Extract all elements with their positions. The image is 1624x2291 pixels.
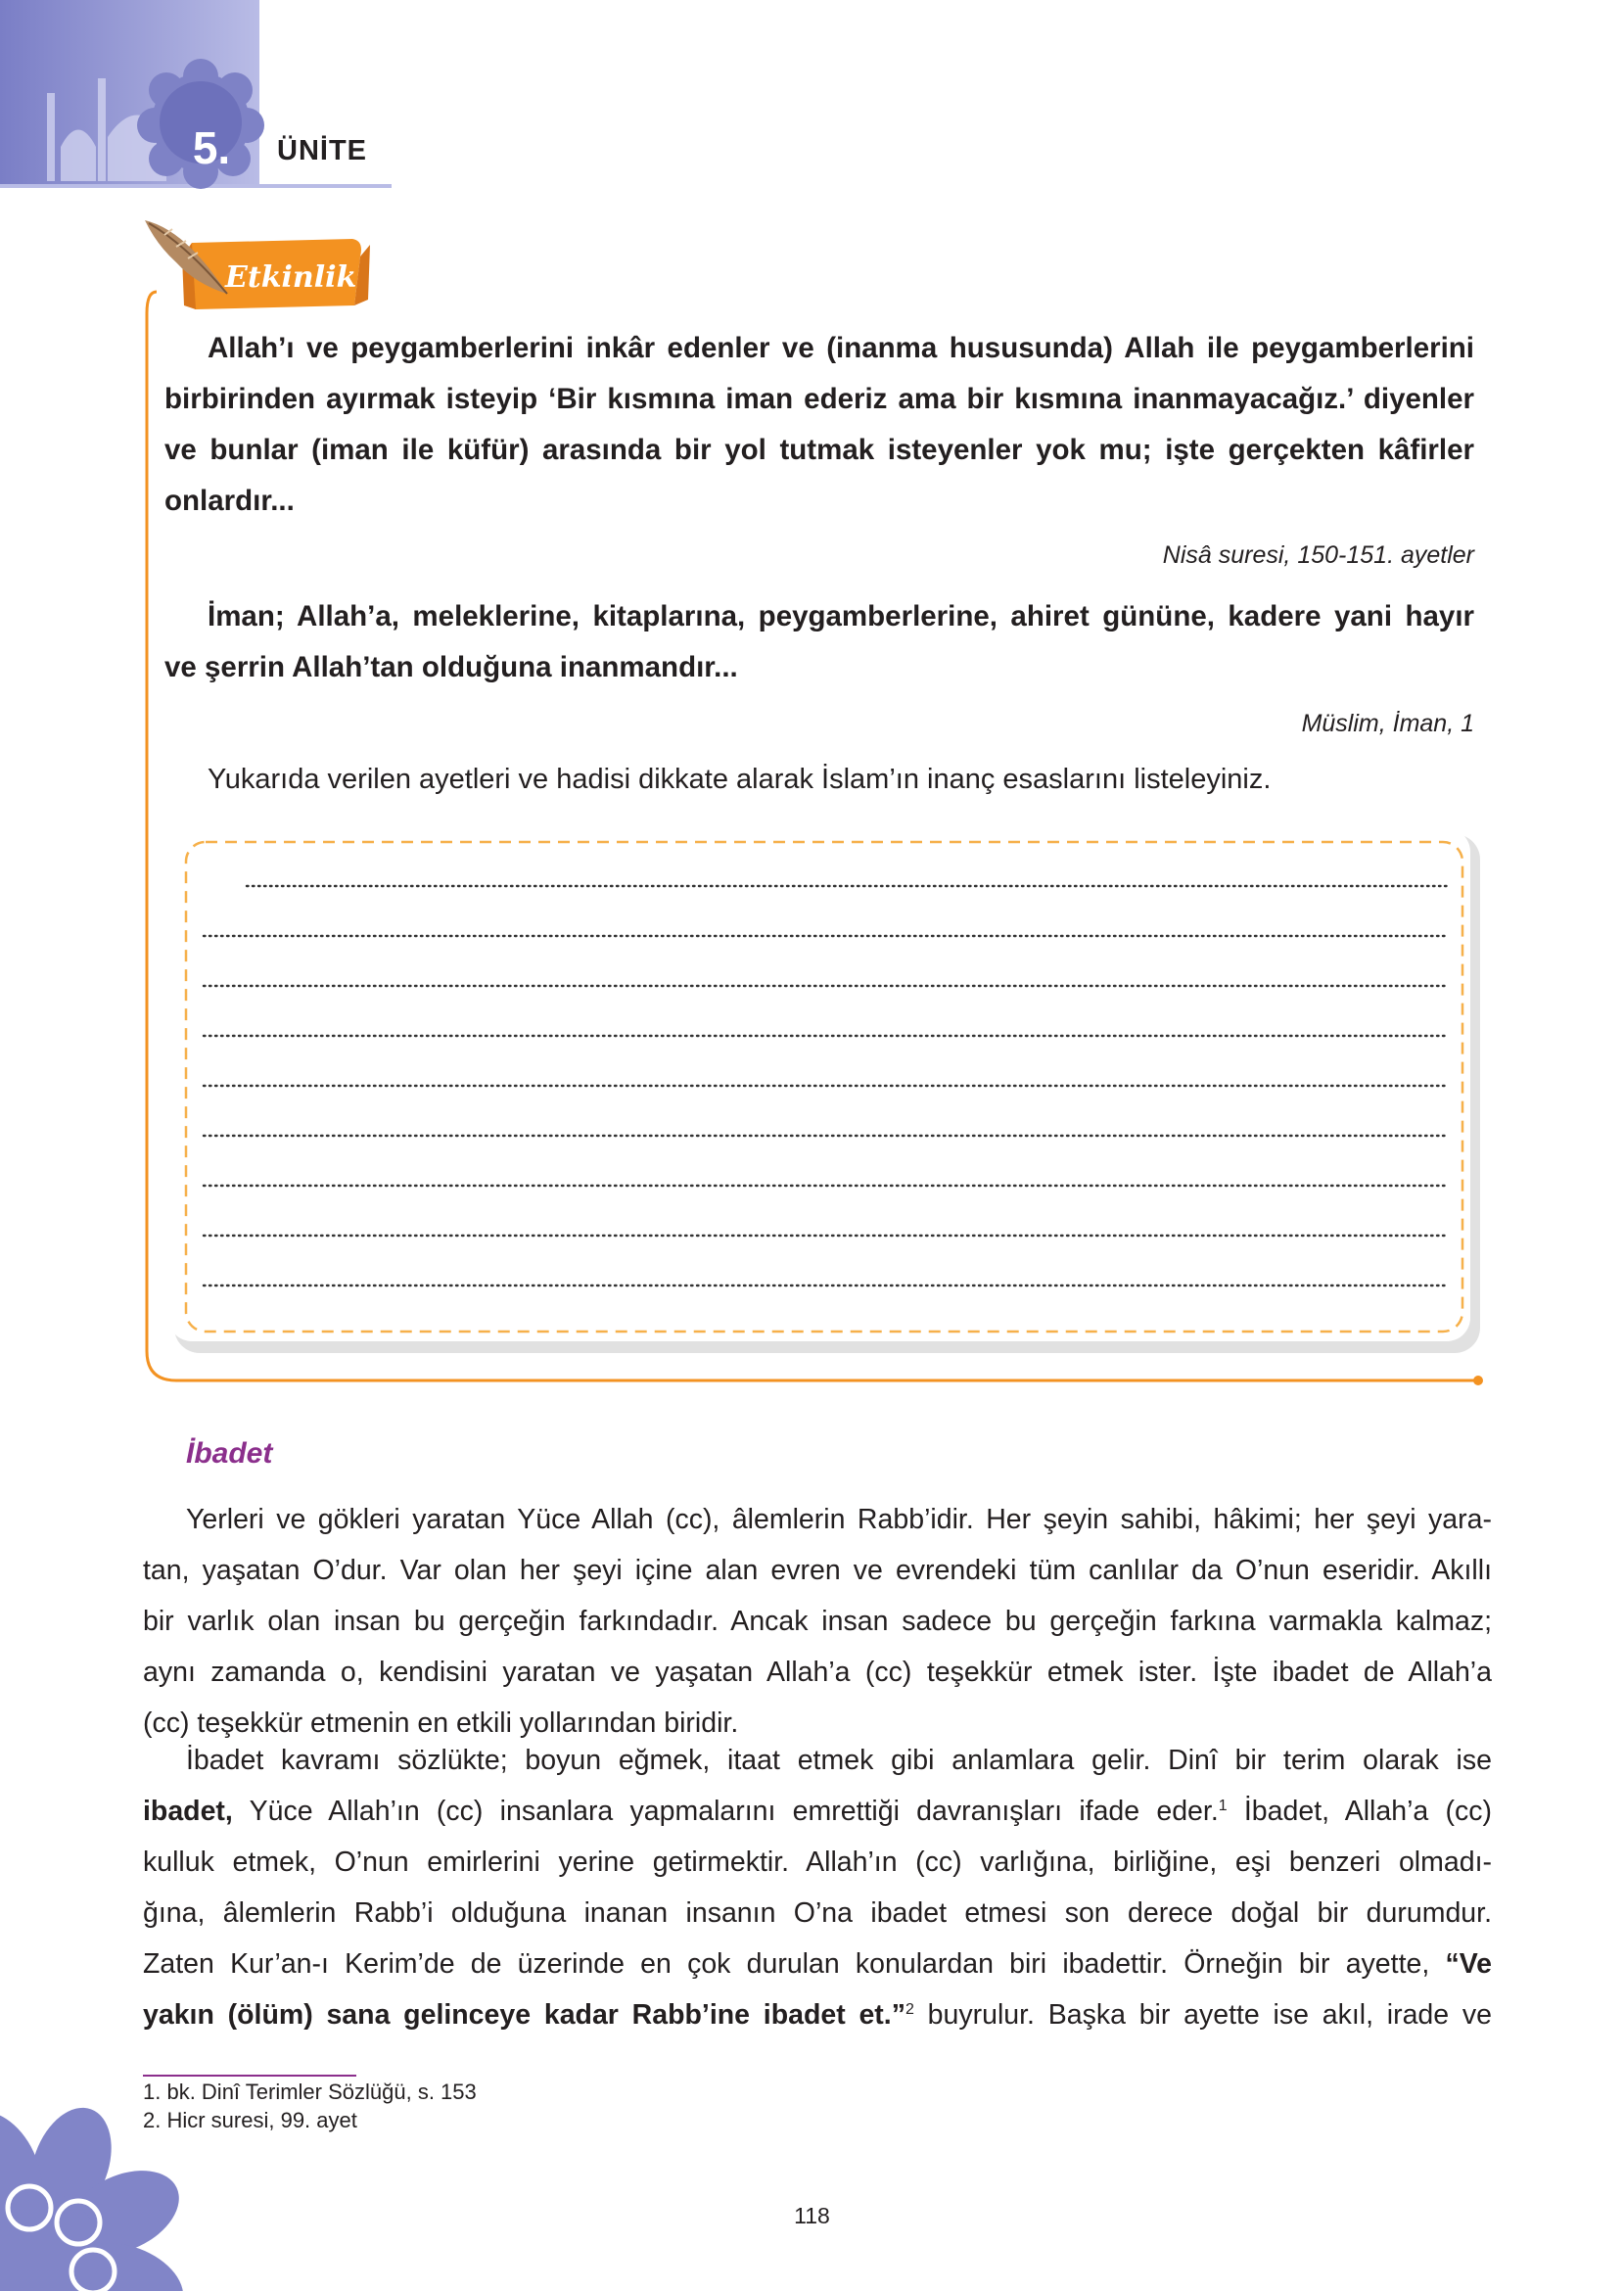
footnote-2: 2. Hicr suresi, 99. ayet: [143, 2108, 357, 2132]
section-title: İbadet: [186, 1437, 273, 1470]
activity-label: Etkinlik: [225, 260, 357, 295]
body-paragraph-2: İbadet kavramı sözlükte; boyun eğmek, itaat etmek gibi anlamlara gelir. Dinî bir terim olarak ise ibadet, Yüce Allah’ın (cc) insanlara yapmalarını emrettiği davranışları ifade eder.$^1$ İbadet, Allah’a (cc) kulluk etmek, O’nun emirlerini yerine getirmektir. Allah’ın (cc) varlığına, birliğine, eşi benzeri olmadı- ğına, âlemlerin Rabb’i olduğuna inanan insanın O’na ibadet etmesi son derece doğal bir durumdur. Zaten Kur’an-ı Kerim’de de üzerinde en çok durulan konulardan biri ibadettir. Örneğin bir ayette, “Ve yakın (ölüm) sana gelinceye kadar Rabb’ine ibadet et.”$^2$ buyrulur. Başka bir ayette ise akıl, irade ve: [143, 1745, 1492, 2031]
source-citation-2: Müslim, İman, 1: [1301, 710, 1474, 737]
footnote-1: 1. bk. Dinî Terimler Sözlüğü, s. 153: [143, 2080, 477, 2104]
body-paragraph-1: Yerleri ve gökleri yaratan Yüce Allah (cc), âlemlerin Rabb’idir. Her şeyin sahibi, hâkimi; her şeyi yara- tan, yaşatan O’dur. Var olan her şeyi içine alan evren ve evrendeki tüm canlılar da O’nun eseridir. Akıllı bir varlık olan insan bu gerçeğin farkındadır. Ancak insan sadece bu gerçeğin farkına varmakla kalmaz; aynı zamanda o, kendisini yaratan ve yaşatan Allah’a (cc) teşekkür etmek ister. İşte ibadet de Allah’a (cc) teşekkür etmenin en etkili yollarından biridir.: [143, 1504, 1492, 1739]
corner-ornament-icon: [0, 0, 196, 2291]
page-number: 118: [794, 2203, 830, 2228]
answer-box: [168, 828, 1480, 1353]
activity-quote-1: Allah’ı ve peygamberlerini inkâr edenler ve (inanma hususunda) Allah ile peygamberlerini birbirinden ayırmak isteyip ‘Bir kısmına iman ederiz ama bir kısmına inanmayacağız.’ diyenler ve bunlar (iman ile küfür) arasında bir yol tutmak isteyenler yok mu; işte gerçekten kâfirler onlardır...: [164, 332, 1474, 517]
source-citation-1: Nisâ suresi, 150-151. ayetler: [1162, 541, 1474, 569]
activity-quote-2: İman; Allah’a, meleklerine, kitaplarına, peygamberlerine, ahiret gününe, kadere yani hayır ve şerrin Allah’tan olduğuna inanmandır...: [164, 600, 1474, 683]
unit-number: 5.: [192, 122, 231, 173]
activity-instruction: Yukarıda verilen ayetleri ve hadisi dikkate alarak İslam’ın inanç esaslarını listeleyiniz.: [208, 764, 1272, 795]
unit-label: ÜNİTE: [277, 135, 367, 166]
